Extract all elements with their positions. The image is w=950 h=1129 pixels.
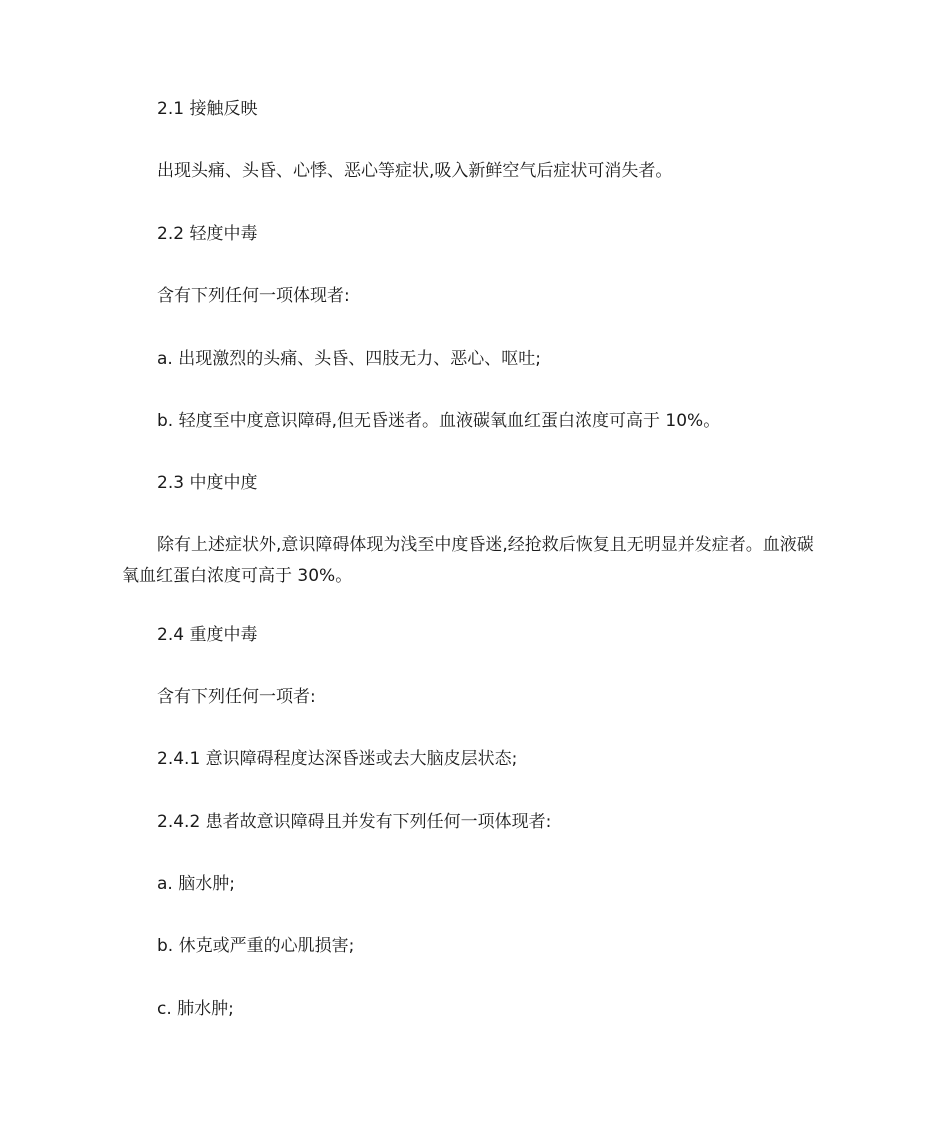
list-item-mild-a: a. 出现激烈的头痛、头昏、四肢无力、恶心、呕吐; bbox=[157, 349, 541, 369]
section-heading-2-4: 2.4 重度中毒 bbox=[157, 625, 258, 645]
paragraph-contact-reaction: 出现头痛、头昏、心悸、恶心等症状,吸入新鲜空气后症状可消失者。 bbox=[157, 161, 673, 181]
section-heading-2-1: 2.1 接触反映 bbox=[157, 99, 258, 119]
paragraph-mild-intro: 含有下列任何一项体现者: bbox=[157, 286, 350, 306]
list-item-mild-b: b. 轻度至中度意识障碍,但无昏迷者。血液碳氧血红蛋白浓度可高于 10%。 bbox=[157, 411, 721, 431]
list-item-severe-c: c. 肺水肿; bbox=[157, 999, 234, 1019]
list-item-severe-a: a. 脑水肿; bbox=[157, 874, 235, 894]
list-item-severe-b: b. 休克或严重的心肌损害; bbox=[157, 936, 355, 956]
paragraph-severe-intro: 含有下列任何一项者: bbox=[157, 687, 316, 707]
section-heading-2-2: 2.2 轻度中毒 bbox=[157, 224, 258, 244]
paragraph-moderate: 除有上述症状外,意识障碍体现为浅至中度昏迷,经抢救后恢复且无明显并发症者。血液碳氧血红蛋白浓度可高于 30%。 bbox=[122, 535, 814, 586]
list-item-2-4-1: 2.4.1 意识障碍程度达深昏迷或去大脑皮层状态; bbox=[157, 749, 518, 769]
list-item-2-4-2: 2.4.2 患者故意识障碍且并发有下列任何一项体现者: bbox=[157, 812, 552, 832]
section-heading-2-3: 2.3 中度中度 bbox=[157, 473, 258, 493]
